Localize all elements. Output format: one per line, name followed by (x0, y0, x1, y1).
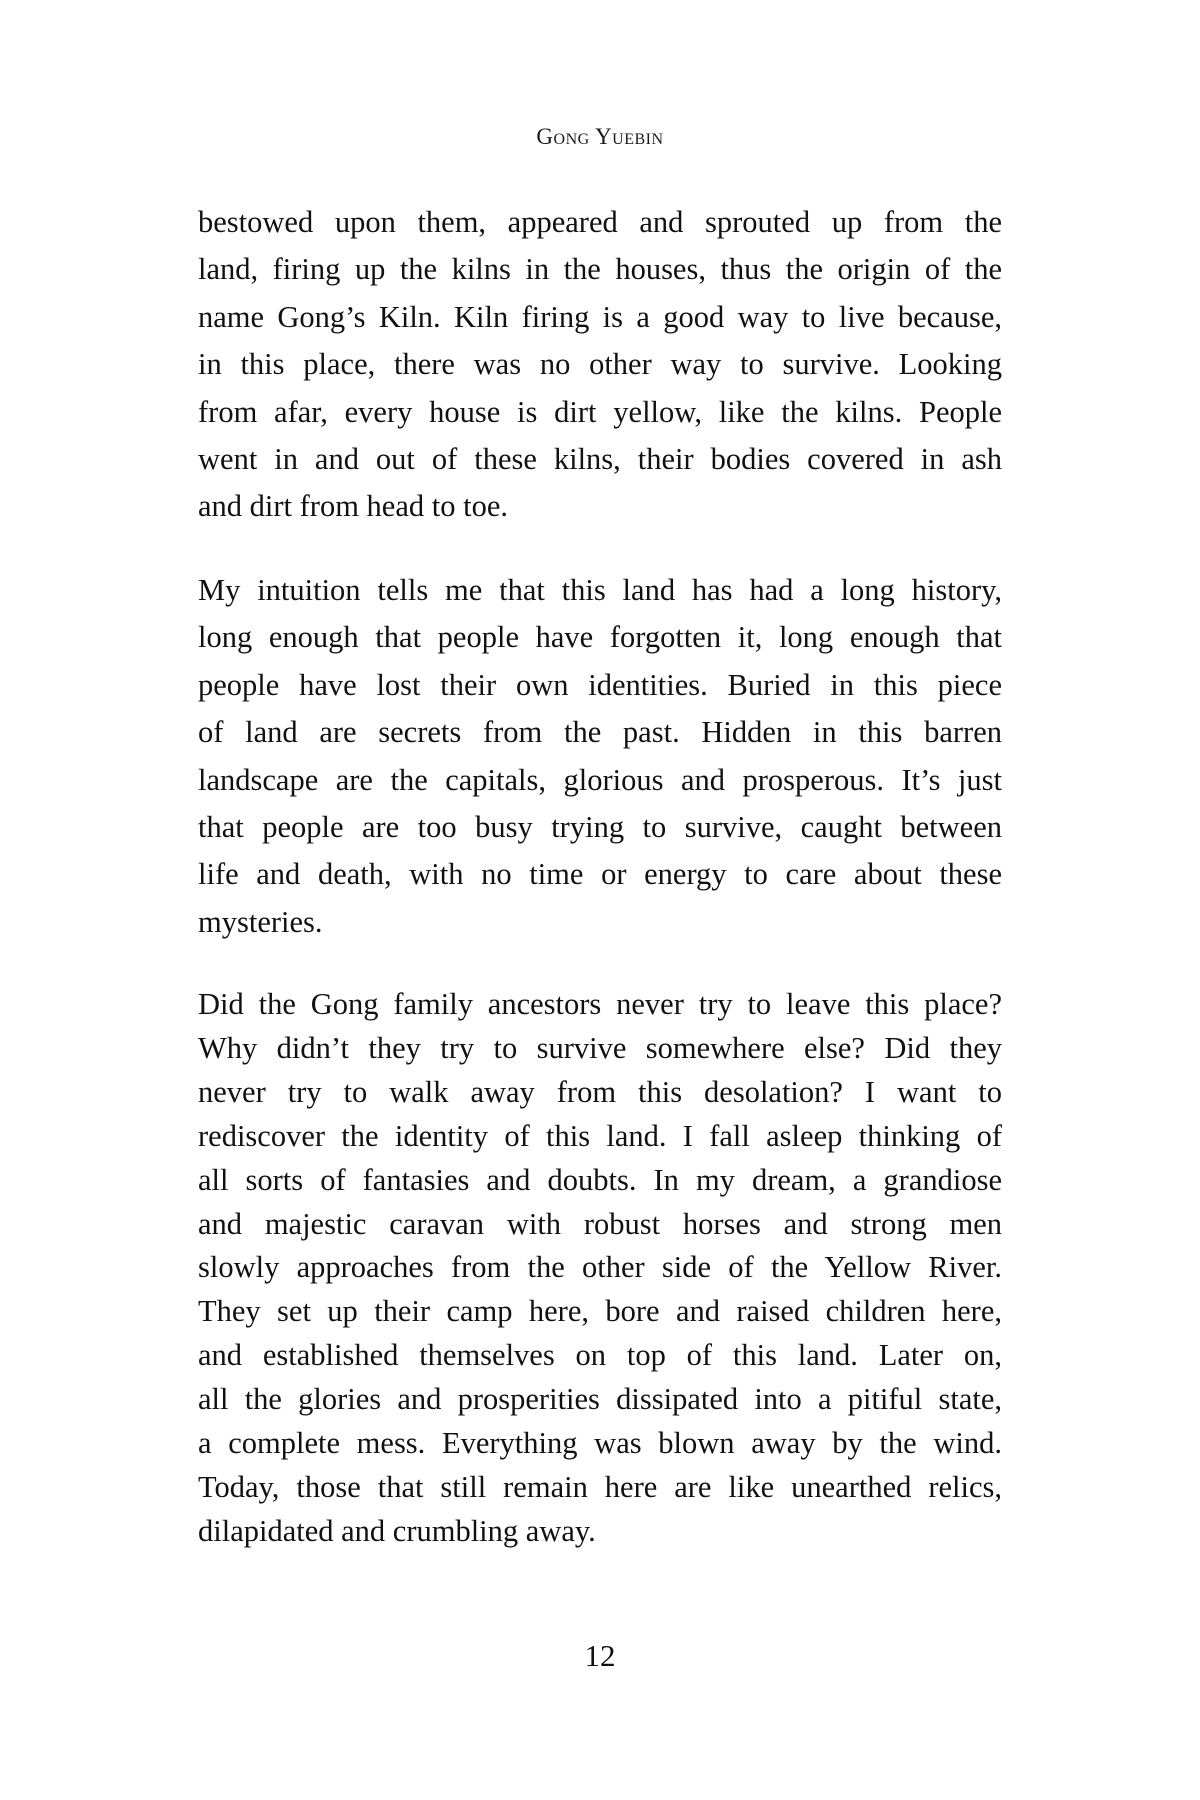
text-line: life and death, with no time or energy to care about these (198, 857, 1002, 892)
text-line: and dirt from head to toe. (198, 489, 508, 524)
paragraph-1 (198, 199, 1002, 531)
text-line: long enough that people have forgotten it, long enough that (198, 620, 1002, 655)
text-line: rediscover the identity of this land. I fall asleep thinking of (198, 1118, 1002, 1153)
text-line: Today, those that still remain here are like unearthed relics, (198, 1469, 1002, 1504)
text-line: Did the Gong family ancestors never try to leave this place? (198, 987, 1002, 1021)
paragraph-3 (198, 983, 1002, 1554)
text-line: bestowed upon them, appeared and sprouted up from the (198, 205, 1002, 239)
text-line: and established themselves on top of this land. Later on, (198, 1338, 1002, 1373)
text-line: a complete mess. Everything was blown away by the wind. (198, 1426, 1002, 1461)
text-line: land, firing up the kilns in the houses, thus the origin of the (198, 252, 1002, 287)
text-line: went in and out of these kilns, their bodies covered in ash (198, 442, 1002, 477)
text-line: from afar, every house is dirt yellow, like the kilns. People (198, 394, 1002, 429)
text-line: that people are too busy trying to survive, caught between (198, 810, 1002, 845)
text-line: name Gong’s Kiln. Kiln firing is a good way to live because, (198, 299, 1002, 334)
text-line: of land are secrets from the past. Hidden in this barren (198, 715, 1002, 750)
page-number: 12 (584, 1638, 616, 1673)
text-line: Why didn’t they try to survive somewhere else? Did they (198, 1030, 1002, 1065)
text-line: all sorts of fantasies and doubts. In my dream, a grandiose (198, 1162, 1002, 1197)
text-line: slowly approaches from the other side of the Yellow River. (198, 1250, 1002, 1285)
paragraph-2 (198, 567, 1002, 946)
text-line: and majestic caravan with robust horses and strong men (198, 1206, 1002, 1241)
text-line: landscape are the capitals, glorious and prosperous. It’s just (198, 762, 1002, 797)
running-head-author: Gong Yuebin (536, 124, 664, 149)
text-line: They set up their camp here, bore and raised children here, (198, 1294, 1002, 1329)
text-line: people have lost their own identities. Buried in this piece (198, 667, 1002, 702)
text-line: mysteries. (198, 904, 323, 939)
text-line: dilapidated and crumbling away. (198, 1513, 596, 1548)
text-line: My intuition tells me that this land has had a long history, (198, 573, 1002, 607)
text-line: in this place, there was no other way to survive. Looking (198, 347, 1002, 382)
text-line: all the glories and prosperities dissipated into a pitiful state, (198, 1382, 1002, 1417)
text-line: never try to walk away from this desolation? I want to (198, 1074, 1002, 1109)
